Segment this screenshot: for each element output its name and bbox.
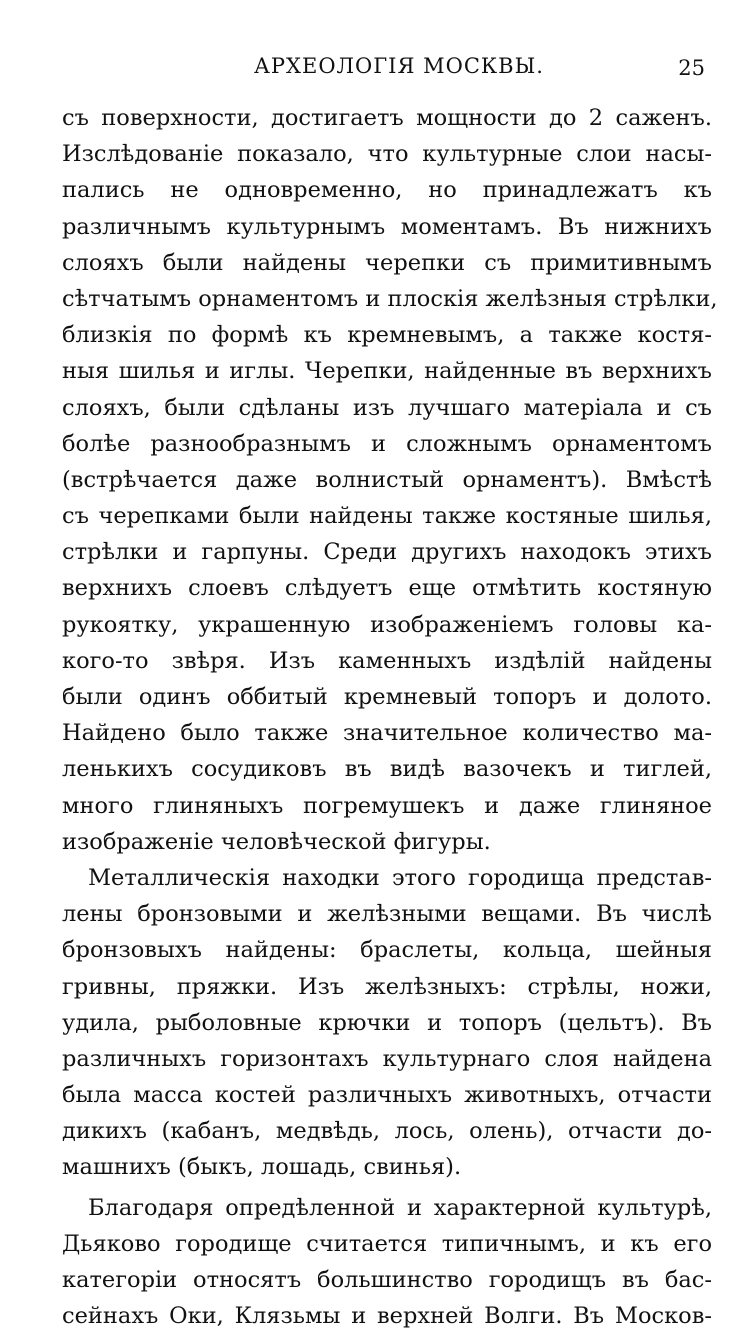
text-line: различныхъ горизонтахъ культурнаго слоя найдена (62, 1045, 712, 1072)
text-line: бронзовыхъ найдены: браслеты, кольца, шейныя (62, 937, 712, 964)
text-line: гривны, пряжки. Изъ желѣзныхъ: стрѣлы, ножи, (62, 973, 712, 1000)
text-line: Изслѣдованіе показало, что культурные слои насы- (62, 141, 712, 168)
text-line: пались не одновременно, но принадлежатъ къ (62, 177, 712, 204)
text-line: близкія по формѣ къ кремневымъ, а также костя- (62, 322, 712, 349)
text-line: категоріи относятъ большинство городищъ въ бас- (62, 1267, 712, 1293)
text-line: рукоятку, украшенную изображеніемъ головы ка- (62, 611, 712, 638)
text-line: была масса костей различныхъ животныхъ, отчасти (62, 1082, 712, 1109)
text-line: машнихъ (быкъ, лошадь, свинья). (62, 1154, 462, 1181)
text-line: кого-то звѣря. Изъ каменныхъ издѣлій найдены (62, 647, 712, 674)
text-line: съ поверхности, достигаетъ мощности до 2 саженъ. (62, 105, 712, 131)
text-line: лены бронзовыми и желѣзными вещами. Въ числѣ (62, 901, 712, 928)
text-line: изображеніе человѣческой фигуры. (62, 828, 491, 855)
text-line: Найдено было также значительное количество ма- (62, 720, 712, 747)
text-line: верхнихъ слоевъ слѣдуетъ еще отмѣтить костяную (62, 575, 712, 602)
paragraph-3 (62, 1190, 712, 1334)
text-line: сѣтчатымъ орнаментомъ и плоскія желѣзныя стрѣлки, (62, 285, 718, 312)
text-line: Металлическія находки этого городища представ- (88, 864, 712, 891)
paragraph-2 (62, 860, 712, 1186)
paragraph-1 (62, 100, 718, 860)
page-header (64, 54, 711, 90)
text-line: были одинъ оббитый кремневый топоръ и долото. (62, 684, 712, 710)
text-line: ныя шилья и иглы. Черепки, найденные въ верхнихъ (62, 358, 712, 385)
text-line: (встрѣчается даже волнистый орнаментъ). Вмѣстѣ (62, 466, 712, 493)
text-line: Дьяково городище считается типичнымъ, и къ его (62, 1230, 712, 1257)
text-line: болѣе разнообразнымъ и сложнымъ орнаментомъ (62, 430, 712, 457)
running-title: АРХЕОЛОГІЯ МОСКВЫ. (254, 54, 544, 78)
text-line: удила, рыболовные крючки и топоръ (цельтъ). Въ (62, 1009, 712, 1036)
text-line: съ черепками были найдены также костяные шилья, (62, 503, 712, 530)
page-number: 25 (678, 56, 705, 80)
text-line: Благодаря опредѣленной и характерной культурѣ, (88, 1194, 712, 1221)
text-line: дикихъ (кабанъ, медвѣдь, лось, олень), отчасти до- (62, 1118, 712, 1145)
text-line: различнымъ культурнымъ моментамъ. Въ нижнихъ (62, 213, 712, 240)
body-text (62, 100, 718, 1334)
text-line: сейнахъ Оки, Клязьмы и верхней Волги. Въ Москов- (62, 1303, 712, 1330)
text-line: слояхъ, были сдѣланы изъ лучшаго матеріала и съ (62, 394, 712, 421)
text-line: ленькихъ сосудиковъ въ видѣ вазочекъ и тиглей, (62, 756, 712, 783)
text-line: слояхъ были найдены черепки съ примитивнымъ (62, 249, 712, 276)
text-line: стрѣлки и гарпуны. Среди другихъ находокъ этихъ (62, 539, 712, 566)
text-line: много глиняныхъ погремушекъ и даже глиняное (62, 792, 712, 819)
